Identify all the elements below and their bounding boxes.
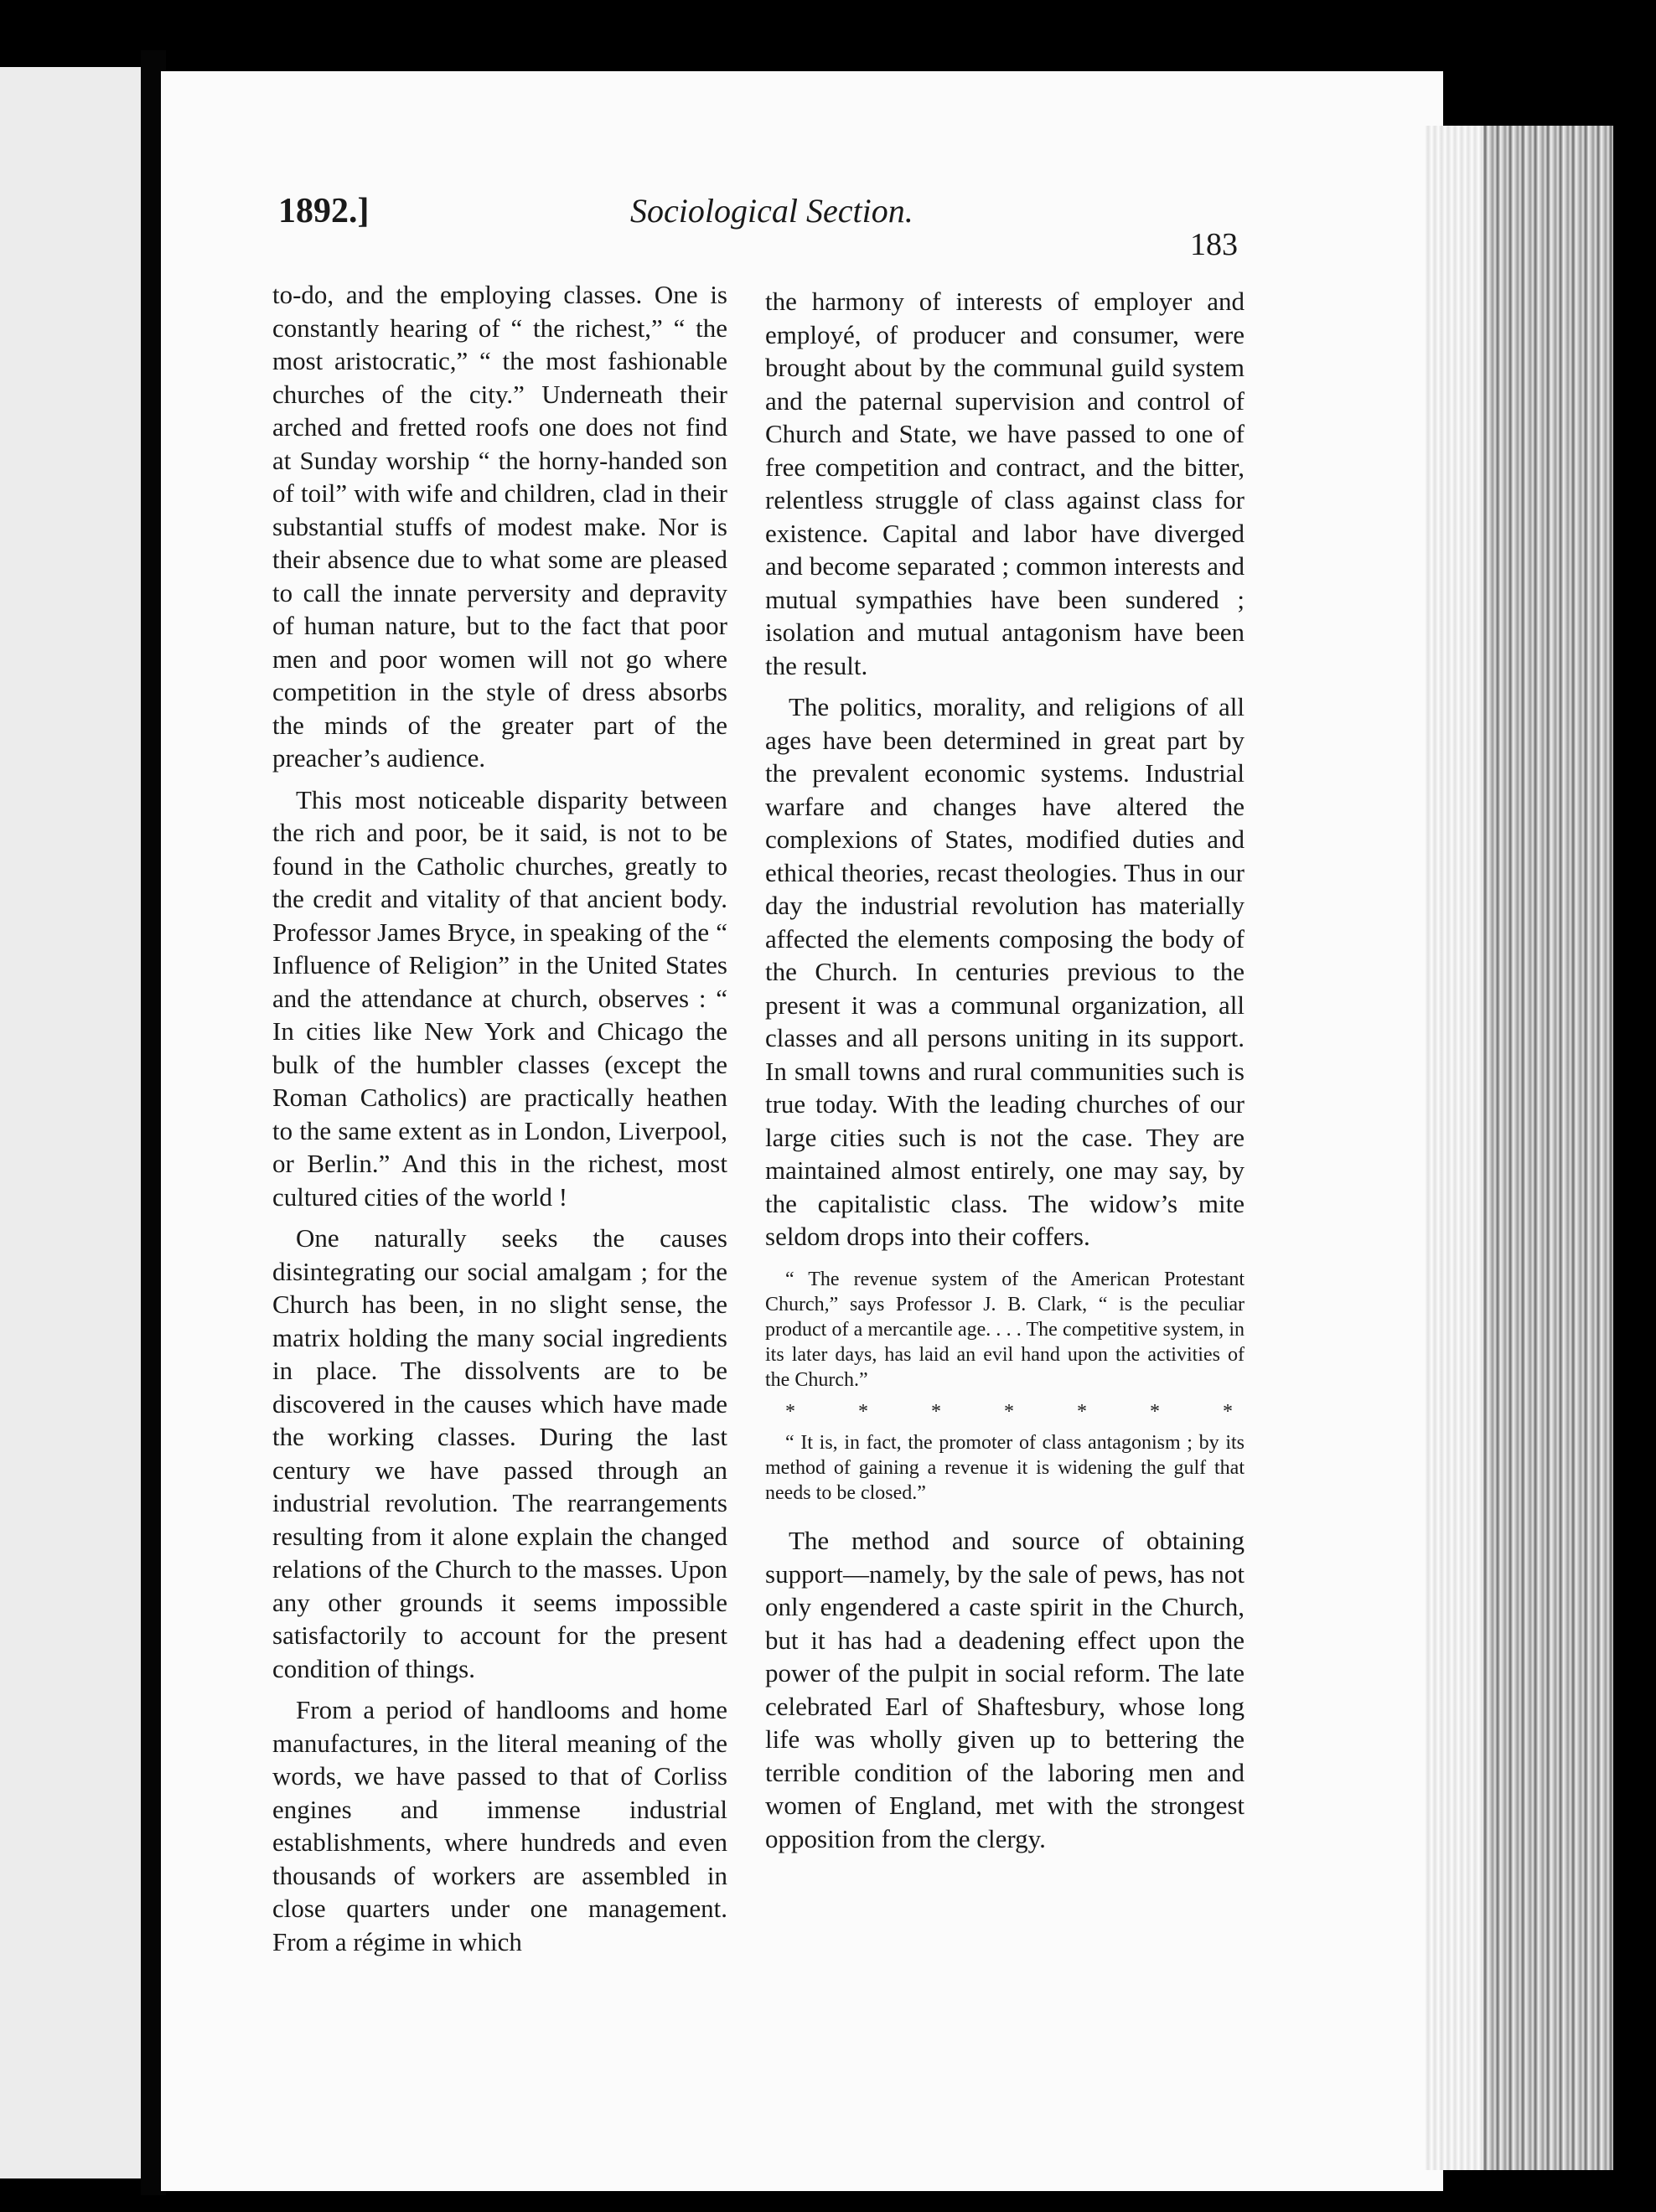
star: * [1223,1400,1233,1423]
left-paragraph-4: From a period of handlooms and home manufactures, in the literal meaning of the words, we have passed to that of Corliss engines and immense industrial establishments, where hundreds and even thousands of workers are assembled in close quarters under one management. From a régime in which [272,1695,727,1956]
ellipsis-stars [765,1396,1245,1429]
star: * [858,1400,868,1423]
star: * [785,1400,795,1423]
right-paragraph-2: The politics, morality, and religions of all ages have been determined in great part by the prevalent economic systems. Industrial warfare and changes have altered the complexions of States, modified duties and ethical theories, recast theologies. Thus in our day the industrial revolution has materially affected the elements composing the body of the Church. In centuries previous to the present it was a communal organization, all classes and all persons uniting in its support. In small towns and rural communities such is true today. With the leading churches of our large cities such is not the case. They are maintained almost entirely, one may say, by the capitalistic class. The widow’s mite seldom drops into their coffers. [765,692,1245,1251]
page-block-edge-light [1425,126,1483,2170]
block-quote-continuation: “ It is, in fact, the promoter of class antagonism ; by its method of gaining a revenue it is widening the gulf that needs to be closed.” [765,1432,1245,1504]
star: * [1150,1400,1160,1423]
left-paragraph-2: This most noticeable disparity between the rich and poor, be it said, is not to be found in the Catholic churches, greatly to the credit and vitality of that ancient body. Professor James Bryce, in speaking of the “ Influence of Religion” in the United States and the attendance at church, observes : “ In cities like New York and Chicago the bulk of the humbler classes (except the Roman Catholics) are practically heathen to the same extent as in London, Liverpool, or Berlin.” And this in the richest, most cultured cities of the world ! [272,784,727,1212]
star: * [1004,1400,1014,1423]
header-year: 1892.] [278,192,370,230]
left-paragraph-3: One naturally seeks the causes disintegrating our social amalgam ; for the Church has been, in no slight sense, the matrix holding the many social ingredients in place. The dissolvents are to be discovered in the causes which have made the working classes. During the last century we have passed through an industrial revolution. The rearrangements resulting from it alone explain the changed relations of the Church to the masses. Upon any other grounds it seems impossible satisfactorily to account for the present condition of things. [272,1223,727,1683]
page-number: 183 [1190,227,1238,262]
star: * [931,1400,941,1423]
star: * [1077,1400,1087,1423]
block-quote-clark: “ The revenue system of the American Protestant Church,” says Professor J. B. Clark, “ is the peculiar product of a mercantile age. . . . The competitive system, in its later days, has laid an evil hand upon the activities of the Church.” [765,1268,1245,1391]
facing-page-edge [0,67,142,2178]
right-paragraph-3: The method and source of obtaining support—namely, by the sale of pews, has not only engendered a caste spirit in the Church, but it has had a deadening effect upon the power of the pulpit in social reform. The late celebrated Earl of Shaftesbury, whose long life was wholly given up to bettering the terrible condition of the laboring men and women of England, met with the strongest opposition from the clergy. [765,1526,1245,1853]
left-paragraph-1: to-do, and the employing classes. One is constantly hearing of “ the richest,” “ the most aristocratic,” “ the most fashionable churches of the city.” Underneath their arched and fretted roofs one does not find at Sunday worship “ the horny-handed son of toil” with wife and children, clad in their substantial stuffs of modest make. Nor is their absence due to what some are pleased to call the innate perversity and depravity of human nature, but to the fact that poor men and poor women will not go where competition in the style of dress absorbs the minds of the greater part of the preacher’s audience. [272,280,727,773]
right-column [765,285,1245,1863]
left-column [272,278,727,1967]
running-head-title: Sociological Section. [630,192,913,230]
right-paragraph-1: the harmony of interests of employer and employé, of producer and consumer, were brought about by the communal guild system and the paternal supervision and control of Church and State, we have passed to one of free competition and contract, and the bitter, relentless struggle of class against class for existence. Capital and labor have diverged and become separated ; common interests and mutual sympathies have been sundered ; isolation and mutual antagonism have been the result. [765,287,1245,680]
